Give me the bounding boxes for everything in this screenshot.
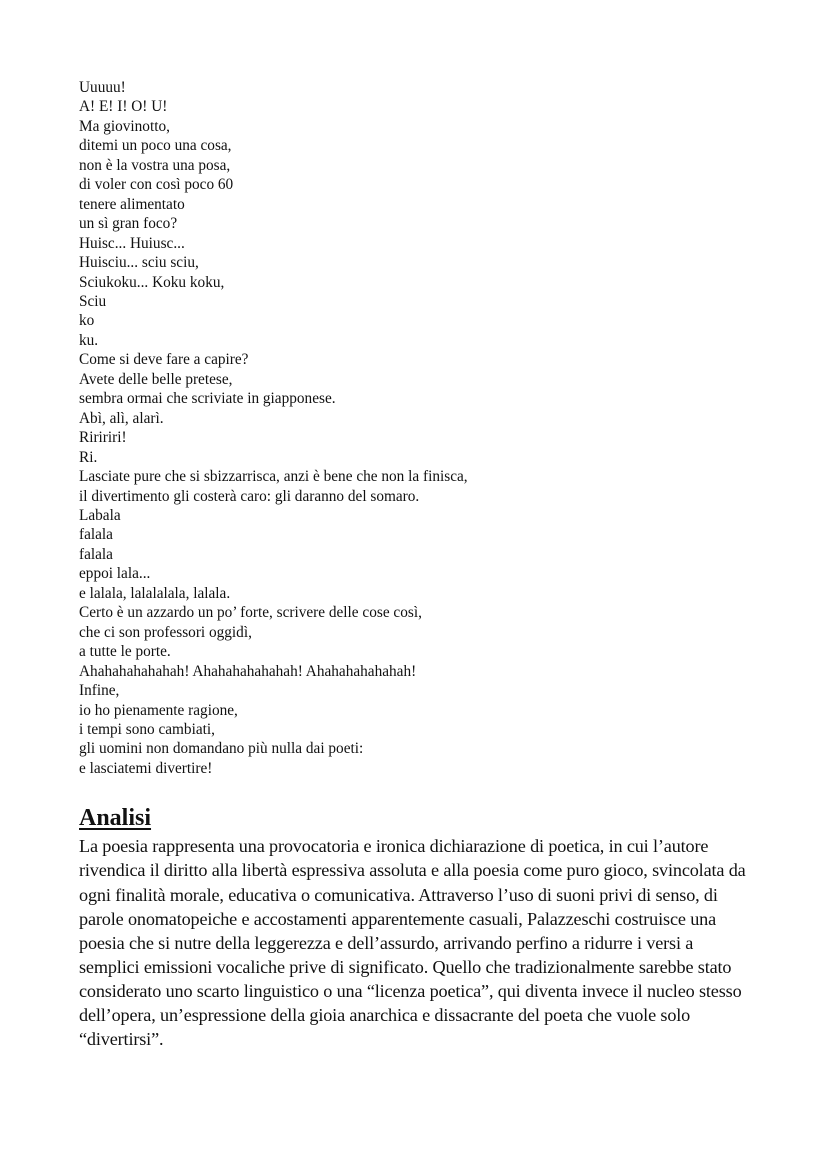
poem-line: tenere alimentato bbox=[79, 195, 185, 213]
poem-line: i tempi sono cambiati, bbox=[79, 720, 215, 738]
poem-line: A! E! I! O! U! bbox=[79, 98, 168, 116]
poem-line: gli uomini non domandano più nulla dai poeti: bbox=[79, 740, 364, 758]
analysis-heading: Analisi bbox=[79, 805, 152, 832]
poem-line: Abì, alì, alarì. bbox=[79, 409, 164, 427]
poem-line: Come si deve fare a capire? bbox=[79, 351, 249, 369]
poem-line: a tutte le porte. bbox=[79, 643, 171, 661]
poem-line: Lasciate pure che si sbizzarrisca, anzi è bene che non la finisca, bbox=[79, 468, 468, 486]
poem-line: ditemi un poco una cosa, bbox=[79, 137, 232, 155]
poem-line: Huisciu... sciu sciu, bbox=[79, 254, 199, 272]
poem-line: eppoi lala... bbox=[79, 565, 151, 583]
analysis-paragraph: La poesia rappresenta una provocatoria e ironica dichiarazione di poetica, in cui l’autore rivendica il diritto alla libertà espressiva assoluta e alla poesia come puro gioco, svincolata da ogni finalità morale, educativa o comunicativa. Attraverso l’uso di suoni privi di senso, di parole onomatopeiche e accostamenti apparentemente casuali, Palazzeschi costruisce una poesia che si nutre della leggerezza e dell’assurdo, arrivando perfino a ridurre i versi a semplici emissioni vocaliche prive di significato. Quello che tradizionalmente sarebbe stato considerato uno scarto linguistico o una “licenza poetica”, qui diventa invece il nucleo stesso dell’opera, un’espressione della gioia anarchica e dissacrante del poeta che vuole solo “divertirsi”. bbox=[79, 836, 746, 1050]
poem-line: Sciukoku... Koku koku, bbox=[79, 273, 225, 291]
poem-line: Ma giovinotto, bbox=[79, 117, 170, 135]
poem-line: non è la vostra una posa, bbox=[79, 156, 231, 174]
poem-line: io ho pienamente ragione, bbox=[79, 701, 238, 719]
poem-line: Avete delle belle pretese, bbox=[79, 370, 233, 388]
poem-line: Uuuuu! bbox=[79, 79, 126, 96]
poem-line: che ci son professori oggidì, bbox=[79, 623, 252, 641]
poem-text bbox=[79, 78, 759, 778]
poem-line: Certo è un azzardo un po’ forte, scrivere delle cose così, bbox=[79, 604, 422, 622]
poem-line: falala bbox=[79, 526, 113, 544]
poem-line: di voler con così poco 60 bbox=[79, 176, 234, 194]
document-page bbox=[79, 78, 759, 1051]
poem-line: Labala bbox=[79, 506, 121, 524]
poem-line: falala bbox=[79, 545, 113, 563]
poem-line: il divertimento gli costerà caro: gli daranno del somaro. bbox=[79, 487, 420, 505]
poem-line: e lasciatemi divertire! bbox=[79, 759, 213, 777]
poem-line: e lalala, lalalalala, lalala. bbox=[79, 584, 231, 602]
poem-line: ku. bbox=[79, 331, 99, 349]
poem-line: un sì gran foco? bbox=[79, 215, 178, 233]
poem-line: Ahahahahahahah! Ahahahahahahah! Ahahahahahahah! bbox=[79, 662, 417, 680]
poem-line: ko bbox=[79, 312, 95, 330]
poem-line: Riririri! bbox=[79, 429, 127, 447]
poem-line: Huisc... Huiusc... bbox=[79, 234, 185, 252]
poem-line: Infine, bbox=[79, 682, 120, 700]
poem-line: Ri. bbox=[79, 448, 98, 466]
poem-line: Sciu bbox=[79, 292, 107, 310]
poem-line: sembra ormai che scriviate in giapponese. bbox=[79, 390, 336, 408]
